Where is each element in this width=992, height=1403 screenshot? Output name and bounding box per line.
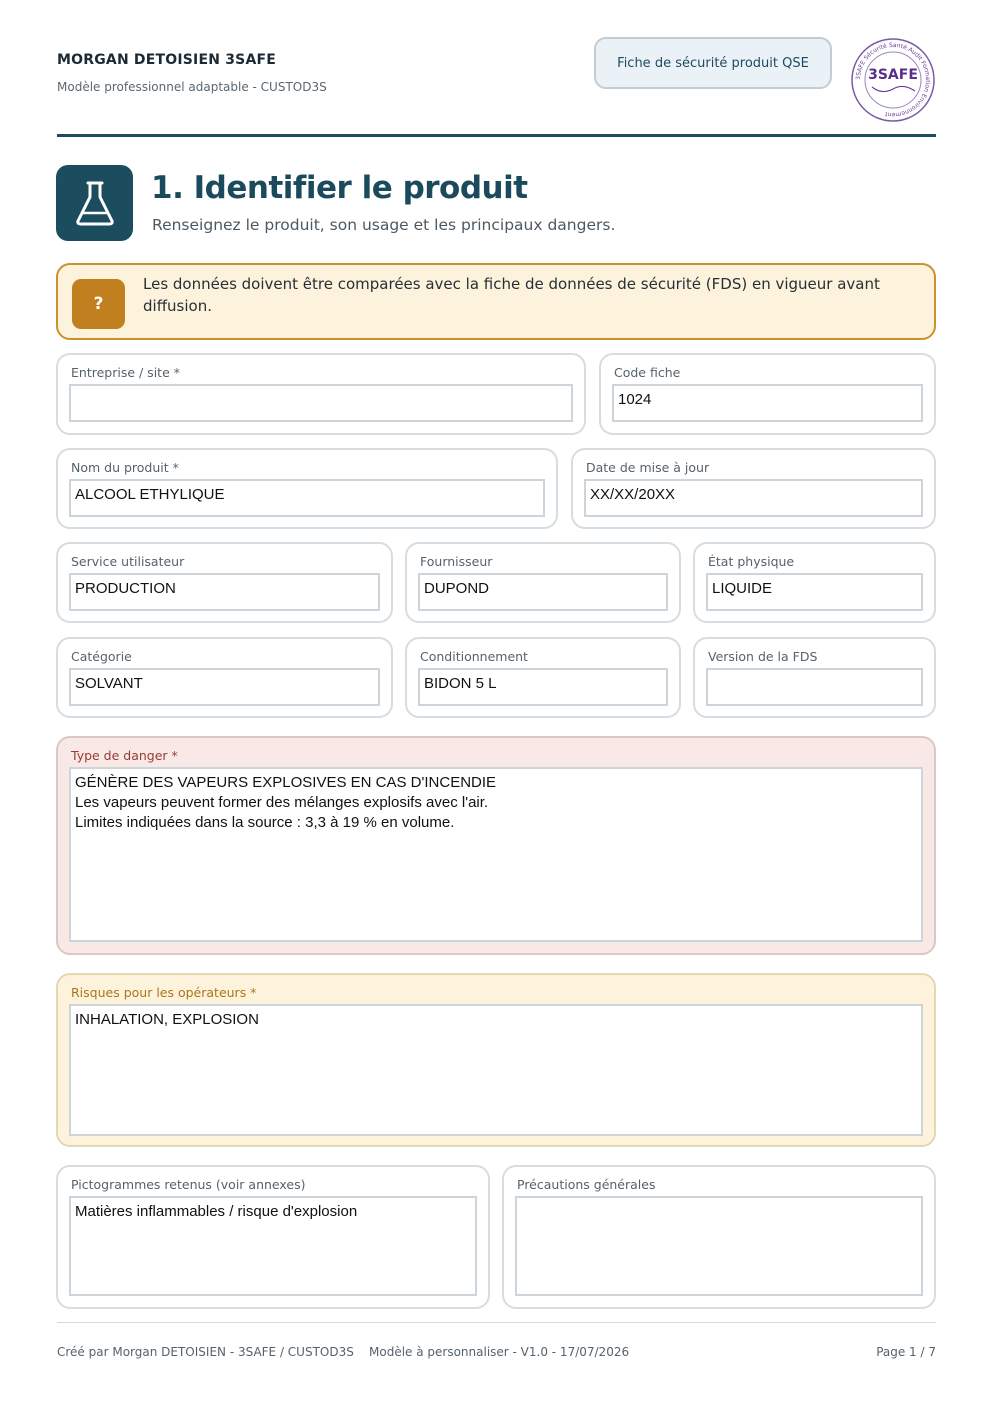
footer-creator: Créé par Morgan DETOISIEN - 3SAFE / CUSTOD3S: [57, 1345, 354, 1359]
notice-box: [56, 263, 936, 340]
question-icon: ?: [72, 279, 125, 329]
risques-card: [56, 973, 936, 1147]
pictogrammes-textarea[interactable]: Matières inflammables / risque d'explosion: [69, 1196, 477, 1296]
precautions-label: Précautions générales: [517, 1177, 656, 1192]
type-danger-textarea[interactable]: GÉNÈRE DES VAPEURS EXPLOSIVES EN CAS D'INCENDIE Les vapeurs peuvent former des mélanges explosifs avec l'air. Limites indiquées dans la source : 3,3 à 19 % en volume.: [69, 767, 923, 942]
footer-version: Modèle à personnaliser - V1.0 - 17/07/2026: [369, 1345, 630, 1359]
etat-physique-card: [693, 542, 936, 623]
etat-physique-label: État physique: [708, 554, 795, 569]
conditionnement-field[interactable]: BIDON 5 L: [418, 668, 668, 706]
version-fds-label: Version de la FDS: [708, 649, 818, 664]
categorie-label: Catégorie: [71, 649, 132, 664]
document-type-badge: Fiche de sécurité produit QSE: [594, 37, 832, 89]
section-title: 1. Identifier le produit: [151, 170, 528, 206]
risques-label: Risques pour les opérateurs *: [71, 985, 257, 1000]
service-label: Service utilisateur: [71, 554, 185, 569]
version-fds-card: [693, 637, 936, 718]
etat-physique-field[interactable]: LIQUIDE: [706, 573, 923, 611]
entreprise-label: Entreprise / site *: [71, 365, 180, 380]
version-fds-field[interactable]: [706, 668, 923, 706]
service-field[interactable]: PRODUCTION: [69, 573, 380, 611]
categorie-field[interactable]: SOLVANT: [69, 668, 380, 706]
footer-page-number: Page 1 / 7: [876, 1345, 936, 1359]
entreprise-field[interactable]: [69, 384, 573, 422]
nom-produit-label: Nom du produit *: [71, 460, 179, 475]
footer-divider: [57, 1322, 936, 1323]
nom-produit-field[interactable]: ALCOOL ETHYLIQUE: [69, 479, 545, 517]
fournisseur-field[interactable]: DUPOND: [418, 573, 668, 611]
company-logo: [850, 37, 936, 123]
date-maj-label: Date de mise à jour: [586, 460, 710, 475]
entreprise-card: [56, 353, 586, 435]
conditionnement-label: Conditionnement: [420, 649, 528, 664]
nom-produit-card: [56, 448, 558, 529]
svg-text:3SAFE Sécurité Santé Audit For: 3SAFE Sécurité Santé Audit Formation Environnement: [854, 41, 932, 119]
header: [57, 52, 327, 94]
code-fiche-label: Code fiche: [614, 365, 681, 380]
fournisseur-card: [405, 542, 681, 623]
header-divider: [57, 134, 936, 137]
flask-icon: [56, 165, 133, 241]
template-subtitle: Modèle professionnel adaptable - CUSTOD3S: [57, 80, 327, 94]
fournisseur-label: Fournisseur: [420, 554, 493, 569]
date-maj-field[interactable]: XX/XX/20XX: [584, 479, 923, 517]
date-maj-card: [571, 448, 936, 529]
type-danger-label: Type de danger *: [71, 748, 178, 763]
pictogrammes-label: Pictogrammes retenus (voir annexes): [71, 1177, 306, 1192]
code-fiche-field[interactable]: 1024: [612, 384, 923, 422]
section-subtitle: Renseignez le produit, son usage et les principaux dangers.: [152, 216, 616, 234]
service-card: [56, 542, 393, 623]
pictogrammes-card: [56, 1165, 490, 1309]
conditionnement-card: [405, 637, 681, 718]
code-fiche-card: [599, 353, 936, 435]
type-danger-card: [56, 736, 936, 955]
risques-textarea[interactable]: INHALATION, EXPLOSION: [69, 1004, 923, 1136]
notice-text: Les données doivent être comparées avec la fiche de données de sécurité (FDS) en vigueur avant diffusion.: [143, 275, 880, 315]
precautions-textarea[interactable]: [515, 1196, 923, 1296]
precautions-card: [502, 1165, 936, 1309]
company-name: MORGAN DETOISIEN 3SAFE: [57, 52, 277, 68]
svg-text:3SAFE: 3SAFE: [868, 67, 918, 83]
categorie-card: [56, 637, 393, 718]
